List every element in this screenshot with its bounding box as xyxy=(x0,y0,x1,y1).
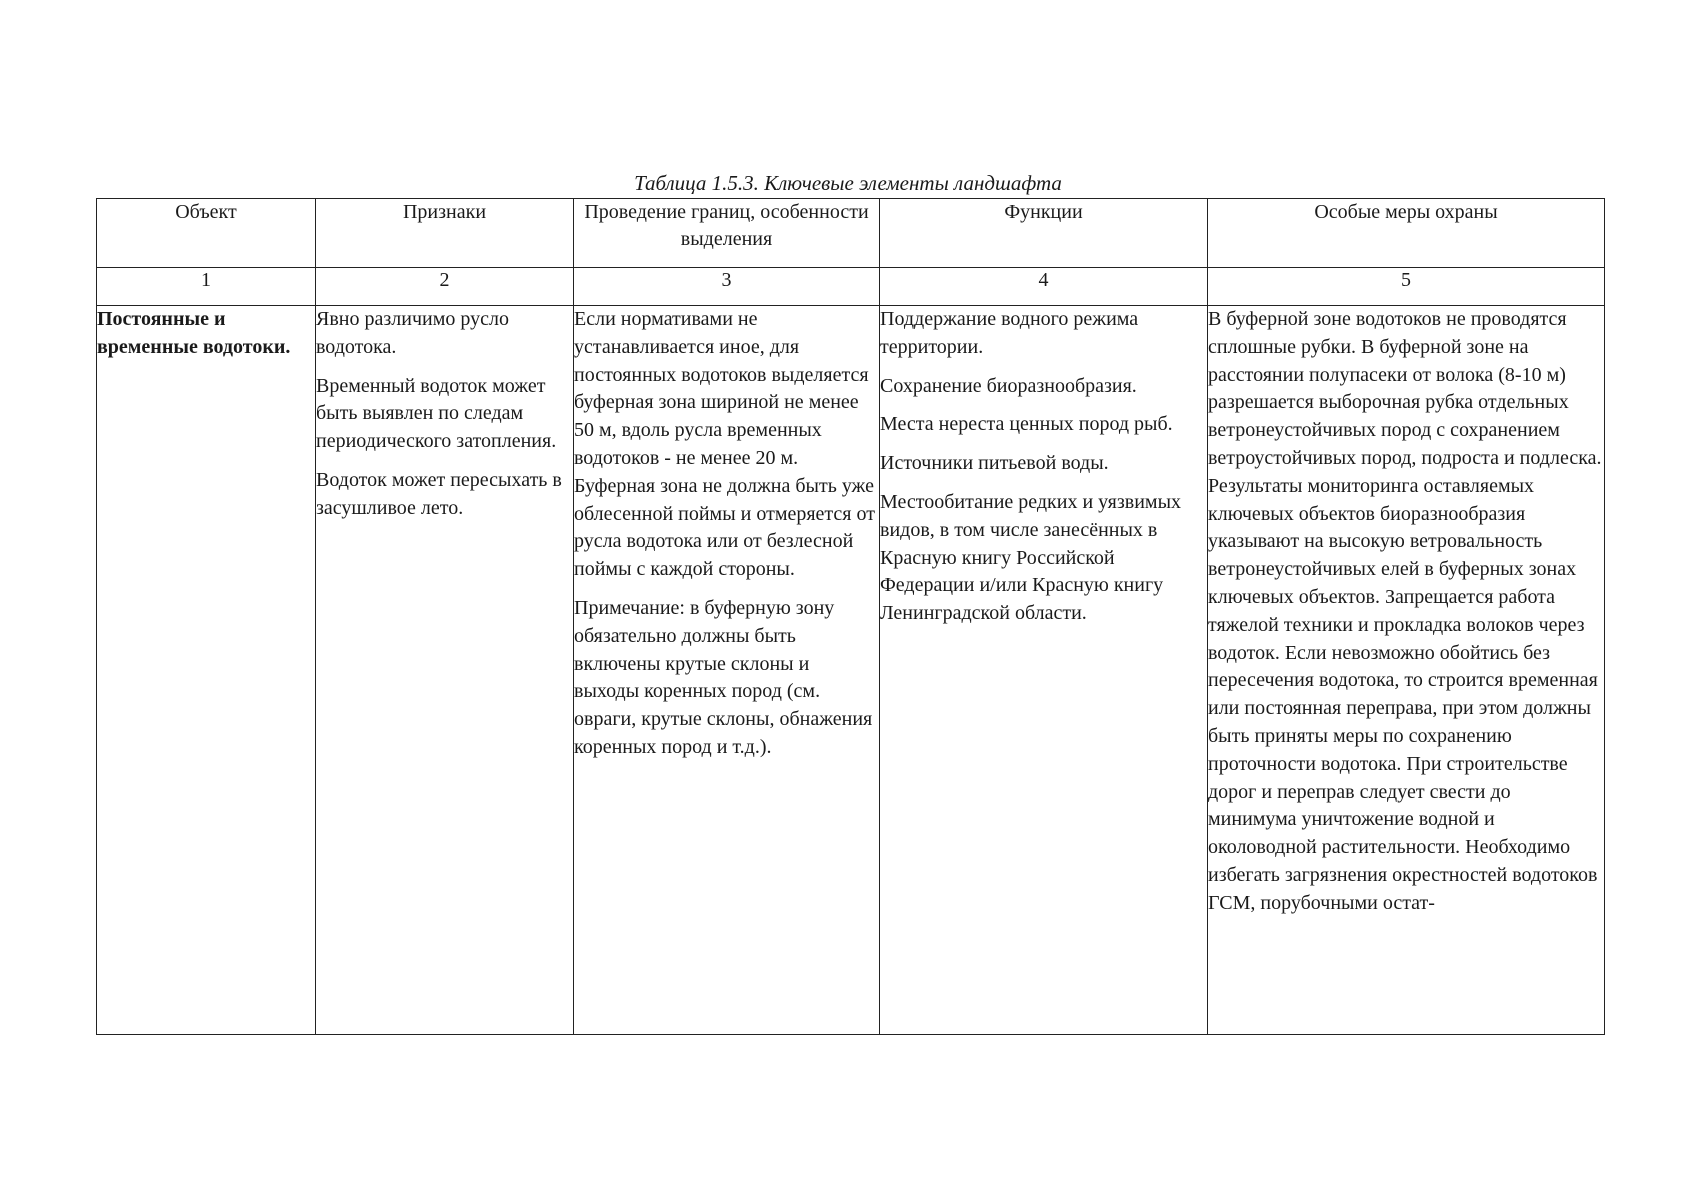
header-signs: Признаки xyxy=(316,199,574,268)
functions-paragraph: Сохранение биоразнообразия. xyxy=(880,374,1137,397)
column-number: 2 xyxy=(316,268,574,306)
boundaries-cell xyxy=(574,306,880,1035)
functions-paragraph: Места нереста ценных пород рыб. xyxy=(880,413,1173,436)
landscape-elements-table xyxy=(96,198,1605,1035)
signs-paragraph: Водоток может пересыхать в засушливое лето. xyxy=(316,468,562,519)
header-object: Объект xyxy=(97,199,316,268)
boundaries-paragraph: Если нормативами не устанавливается иное, для постоянных водотоков выделяется буферная зона шириной не менее 50 м, вдоль русла временных водотоков - не менее 20 м. Буферная зона не должна быть уже облесенной поймы и отмеряется от русла водотока или от безлесной поймы с каждой стороны. xyxy=(574,308,875,581)
functions-paragraph: Местообитание редких и уязвимых видов, в том числе занесённых в Красную книгу Российской Федерации и/или Красную книгу Ленинградской области. xyxy=(880,490,1182,625)
column-number: 5 xyxy=(1208,268,1605,306)
signs-paragraph: Временный водоток может быть выявлен по следам периодического затопления. xyxy=(316,374,557,453)
functions-cell xyxy=(880,306,1208,1035)
functions-paragraph: Поддержание водного режима территории. xyxy=(880,308,1139,358)
header-functions: Функции xyxy=(880,199,1208,268)
object-name: Постоянные и временные водотоки. xyxy=(97,308,291,358)
column-number: 1 xyxy=(97,268,316,306)
column-number: 4 xyxy=(880,268,1208,306)
header-protection: Особые меры охраны xyxy=(1208,199,1605,268)
column-number: 3 xyxy=(574,268,880,306)
signs-paragraph: Явно различимо русло водотока. xyxy=(316,308,509,358)
header-boundaries: Проведение границ, особенности выделения xyxy=(574,199,880,268)
signs-cell xyxy=(316,306,574,1035)
boundaries-note: Примечание: в буферную зону обязательно должны быть включены крутые склоны и выходы коренных пород (см. овраги, крутые склоны, обнажения коренных пород и т.д.). xyxy=(574,596,873,758)
table-row xyxy=(97,306,1605,1035)
protection-cell xyxy=(1208,306,1605,1035)
header-row xyxy=(97,199,1605,268)
object-cell xyxy=(97,306,316,1035)
functions-paragraph: Источники питьевой воды. xyxy=(880,452,1109,475)
protection-paragraph: В буферной зоне водотоков не проводятся сплошные рубки. В буферной зоне на расстоянии полупасеки от волока (8-10 м) разрешается выборочная рубка отдельных ветронеустойчивых пород с сохранением ветроустойчивых пород, подроста и подлеска. Результаты мониторинга оставляемых ключевых объектов биоразнообразия указывают на высокую ветровальность ветронеустойчивых елей в буферных зонах ключевых объектов. Запрещается работа тяжелой техники и прокладка волоков через водоток. Если невозможно обойтись без пересечения водотока, то строится временная или постоянная переправа, при этом должны быть приняты меры по сохранению проточности водотока. При строительстве дорог и переправ следует свести до минимума уничтожение водной и околоводной растительности. Необходимо избегать загрязнения окрестностей водотоков ГСМ, порубочными остат- xyxy=(1208,308,1602,914)
column-number-row xyxy=(97,268,1605,306)
table-caption: Таблица 1.5.3. Ключевые элементы ландшафта xyxy=(634,171,1062,195)
